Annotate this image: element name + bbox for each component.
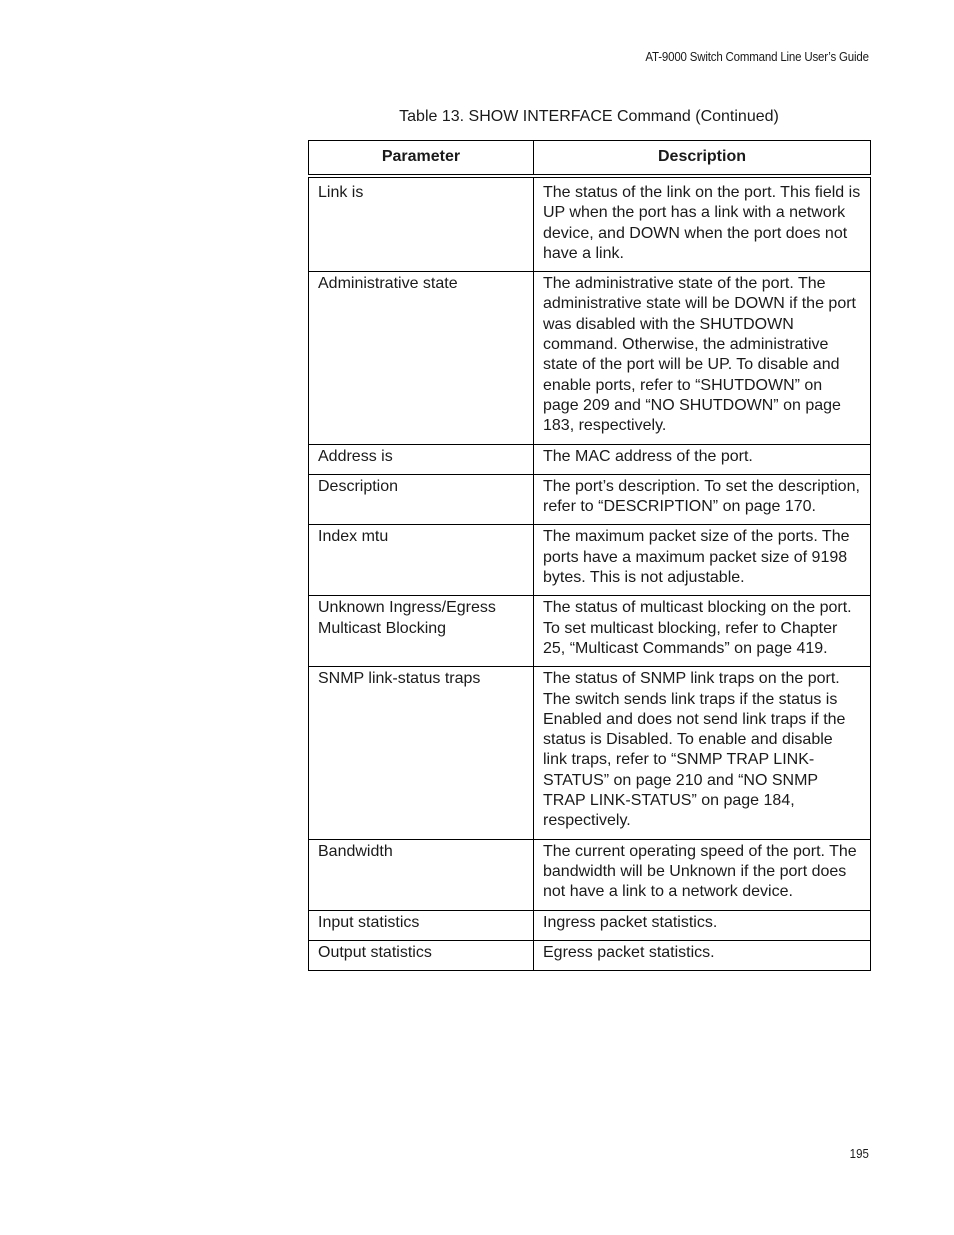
- page-number: 195: [849, 1147, 869, 1161]
- table-row: [309, 176, 871, 272]
- column-header-description: Description: [534, 141, 871, 177]
- parameter-cell: Unknown Ingress/Egress Multicast Blocking: [309, 596, 534, 667]
- parameter-cell: Bandwidth: [309, 839, 534, 910]
- table-row: [309, 910, 871, 940]
- description-cell: Egress packet statistics.: [534, 940, 871, 970]
- table-row: [309, 839, 871, 910]
- table-caption: Table 13. SHOW INTERFACE Command (Continued): [399, 108, 779, 125]
- parameter-cell: Output statistics: [309, 940, 534, 970]
- table-row: [309, 272, 871, 444]
- parameter-cell: Index mtu: [309, 525, 534, 596]
- show-interface-table: [308, 140, 871, 971]
- table-row: [309, 525, 871, 596]
- table-row: [309, 940, 871, 970]
- running-header: AT-9000 Switch Command Line User’s Guide: [645, 50, 869, 64]
- parameter-cell: SNMP link-status traps: [309, 667, 534, 839]
- description-cell: The status of the link on the port. This field is UP when the port has a link with a network device, and DOWN when the port does not have a link.: [534, 176, 871, 272]
- parameter-cell: Description: [309, 474, 534, 525]
- table-row: [309, 596, 871, 667]
- parameter-cell: Link is: [309, 176, 534, 272]
- parameter-cell: Input statistics: [309, 910, 534, 940]
- description-cell: The port’s description. To set the description, refer to “DESCRIPTION” on page 170.: [534, 474, 871, 525]
- description-cell: Ingress packet statistics.: [534, 910, 871, 940]
- description-cell: The status of SNMP link traps on the port. The switch sends link traps if the status is Enabled and does not send link traps if the status is Disabled. To enable and disable link traps, refer to “SNMP TRAP LINK-STATUS” on page 210 and “NO SNMP TRAP LINK-STATUS” on page 184, respectively.: [534, 667, 871, 839]
- description-cell: The administrative state of the port. The administrative state will be DOWN if the port was disabled with the SHUTDOWN command. Otherwise, the administrative state of the port will be UP. To disable and enable ports, refer to “SHUTDOWN” on page 209 and “NO SHUTDOWN” on page 183, respectively.: [534, 272, 871, 444]
- table-row: [309, 474, 871, 525]
- parameter-cell: Address is: [309, 444, 534, 474]
- parameter-cell: Administrative state: [309, 272, 534, 444]
- table-row: [309, 444, 871, 474]
- column-header-parameter: Parameter: [309, 141, 534, 177]
- description-cell: The MAC address of the port.: [534, 444, 871, 474]
- description-cell: The maximum packet size of the ports. The ports have a maximum packet size of 9198 bytes. This is not adjustable.: [534, 525, 871, 596]
- description-cell: The current operating speed of the port. The bandwidth will be Unknown if the port does not have a link to a network device.: [534, 839, 871, 910]
- table-header-row: [309, 141, 871, 177]
- description-cell: The status of multicast blocking on the port. To set multicast blocking, refer to Chapter 25, “Multicast Commands” on page 419.: [534, 596, 871, 667]
- table-row: [309, 667, 871, 839]
